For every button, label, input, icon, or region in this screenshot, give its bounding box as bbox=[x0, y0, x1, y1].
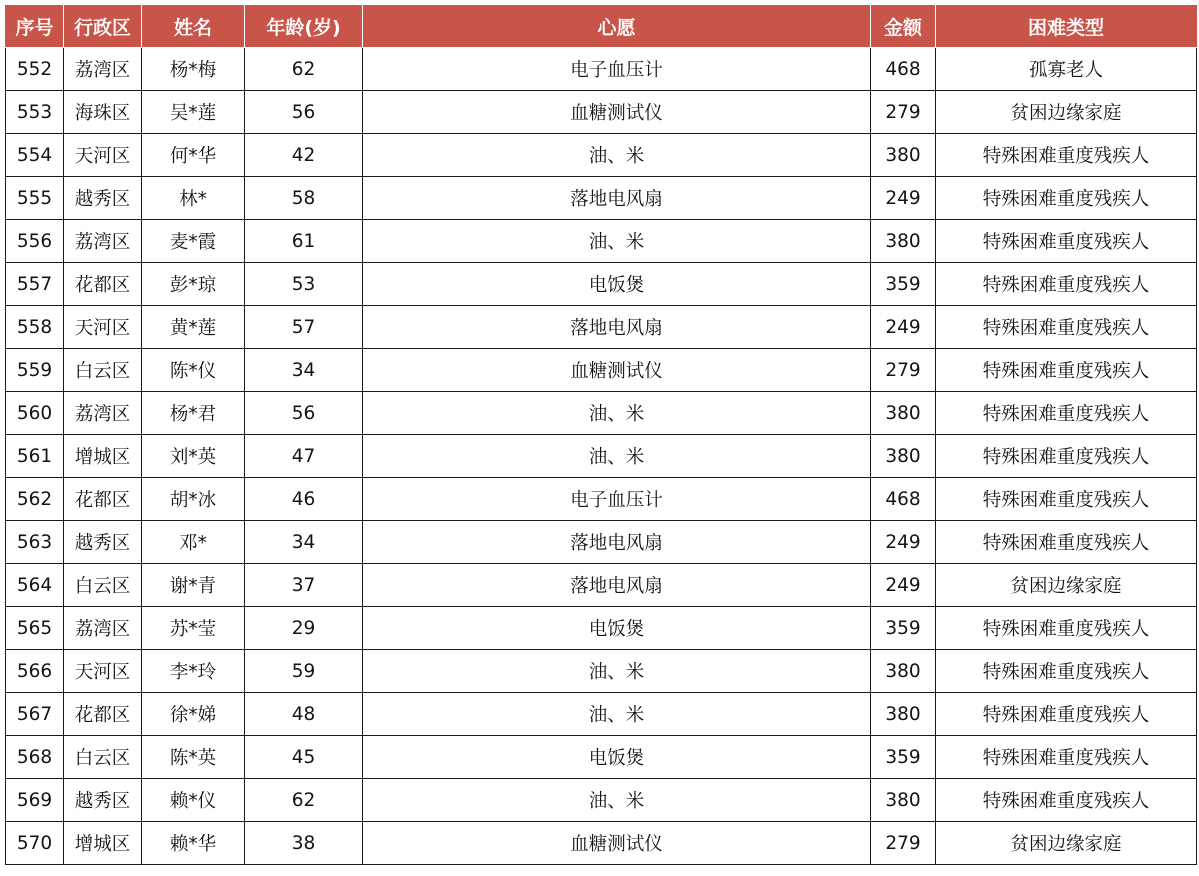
cell-age: 29 bbox=[245, 607, 363, 650]
cell-seq: 556 bbox=[6, 220, 64, 263]
cell-hardship-type: 特殊困难重度残疾人 bbox=[936, 435, 1197, 478]
cell-age: 34 bbox=[245, 349, 363, 392]
cell-hardship-type: 特殊困难重度残疾人 bbox=[936, 736, 1197, 779]
cell-age: 42 bbox=[245, 134, 363, 177]
cell-wish: 油、米 bbox=[363, 220, 871, 263]
cell-hardship-type: 贫困边缘家庭 bbox=[936, 822, 1197, 865]
cell-hardship-type: 特殊困难重度残疾人 bbox=[936, 779, 1197, 822]
cell-name: 徐*娣 bbox=[142, 693, 245, 736]
cell-district: 荔湾区 bbox=[64, 220, 142, 263]
cell-hardship-type: 特殊困难重度残疾人 bbox=[936, 263, 1197, 306]
cell-seq: 569 bbox=[6, 779, 64, 822]
cell-wish: 油、米 bbox=[363, 693, 871, 736]
cell-name: 赖*华 bbox=[142, 822, 245, 865]
cell-name: 赖*仪 bbox=[142, 779, 245, 822]
cell-seq: 566 bbox=[6, 650, 64, 693]
header-age: 年龄(岁) bbox=[245, 6, 363, 48]
cell-age: 53 bbox=[245, 263, 363, 306]
cell-amount: 249 bbox=[871, 521, 936, 564]
cell-wish: 电子血压计 bbox=[363, 478, 871, 521]
table-body bbox=[6, 48, 1197, 865]
cell-wish: 电饭煲 bbox=[363, 263, 871, 306]
cell-name: 麦*霞 bbox=[142, 220, 245, 263]
cell-amount: 380 bbox=[871, 779, 936, 822]
cell-seq: 567 bbox=[6, 693, 64, 736]
cell-amount: 380 bbox=[871, 693, 936, 736]
table-row bbox=[6, 91, 1197, 134]
cell-hardship-type: 特殊困难重度残疾人 bbox=[936, 177, 1197, 220]
cell-district: 花都区 bbox=[64, 693, 142, 736]
cell-age: 56 bbox=[245, 392, 363, 435]
cell-wish: 油、米 bbox=[363, 650, 871, 693]
cell-hardship-type: 特殊困难重度残疾人 bbox=[936, 650, 1197, 693]
cell-name: 刘*英 bbox=[142, 435, 245, 478]
cell-district: 天河区 bbox=[64, 306, 142, 349]
cell-district: 海珠区 bbox=[64, 91, 142, 134]
cell-hardship-type: 特殊困难重度残疾人 bbox=[936, 693, 1197, 736]
table-header bbox=[6, 6, 1197, 48]
cell-seq: 557 bbox=[6, 263, 64, 306]
cell-name: 陈*仪 bbox=[142, 349, 245, 392]
table-row bbox=[6, 435, 1197, 478]
table-row bbox=[6, 779, 1197, 822]
cell-wish: 油、米 bbox=[363, 392, 871, 435]
cell-amount: 359 bbox=[871, 263, 936, 306]
cell-seq: 565 bbox=[6, 607, 64, 650]
cell-district: 花都区 bbox=[64, 478, 142, 521]
cell-amount: 279 bbox=[871, 822, 936, 865]
cell-district: 天河区 bbox=[64, 134, 142, 177]
cell-name: 杨*君 bbox=[142, 392, 245, 435]
header-amount: 金额 bbox=[871, 6, 936, 48]
table-row bbox=[6, 48, 1197, 91]
cell-amount: 468 bbox=[871, 478, 936, 521]
table-row bbox=[6, 521, 1197, 564]
cell-name: 李*玲 bbox=[142, 650, 245, 693]
cell-district: 花都区 bbox=[64, 263, 142, 306]
cell-seq: 570 bbox=[6, 822, 64, 865]
table-row bbox=[6, 134, 1197, 177]
cell-hardship-type: 特殊困难重度残疾人 bbox=[936, 349, 1197, 392]
cell-seq: 553 bbox=[6, 91, 64, 134]
cell-amount: 249 bbox=[871, 177, 936, 220]
cell-hardship-type: 贫困边缘家庭 bbox=[936, 91, 1197, 134]
cell-wish: 油、米 bbox=[363, 134, 871, 177]
cell-name: 谢*青 bbox=[142, 564, 245, 607]
cell-seq: 554 bbox=[6, 134, 64, 177]
table-row bbox=[6, 478, 1197, 521]
cell-age: 45 bbox=[245, 736, 363, 779]
cell-amount: 468 bbox=[871, 48, 936, 91]
cell-hardship-type: 特殊困难重度残疾人 bbox=[936, 306, 1197, 349]
header-district: 行政区 bbox=[64, 6, 142, 48]
cell-wish: 落地电风扇 bbox=[363, 521, 871, 564]
cell-wish: 电饭煲 bbox=[363, 736, 871, 779]
cell-amount: 359 bbox=[871, 736, 936, 779]
cell-wish: 落地电风扇 bbox=[363, 177, 871, 220]
cell-amount: 279 bbox=[871, 349, 936, 392]
cell-district: 越秀区 bbox=[64, 521, 142, 564]
cell-age: 57 bbox=[245, 306, 363, 349]
cell-name: 胡*冰 bbox=[142, 478, 245, 521]
cell-age: 37 bbox=[245, 564, 363, 607]
cell-amount: 380 bbox=[871, 134, 936, 177]
cell-wish: 血糖测试仪 bbox=[363, 91, 871, 134]
cell-age: 62 bbox=[245, 779, 363, 822]
header-hardship-type: 困难类型 bbox=[936, 6, 1197, 48]
cell-name: 邓* bbox=[142, 521, 245, 564]
table-row bbox=[6, 607, 1197, 650]
cell-amount: 279 bbox=[871, 91, 936, 134]
header-row bbox=[6, 6, 1197, 48]
cell-name: 林* bbox=[142, 177, 245, 220]
table-row bbox=[6, 650, 1197, 693]
cell-hardship-type: 特殊困难重度残疾人 bbox=[936, 478, 1197, 521]
cell-wish: 落地电风扇 bbox=[363, 564, 871, 607]
cell-district: 白云区 bbox=[64, 736, 142, 779]
table-row bbox=[6, 693, 1197, 736]
cell-age: 47 bbox=[245, 435, 363, 478]
cell-seq: 562 bbox=[6, 478, 64, 521]
table-row bbox=[6, 306, 1197, 349]
cell-wish: 油、米 bbox=[363, 435, 871, 478]
cell-seq: 555 bbox=[6, 177, 64, 220]
cell-district: 增城区 bbox=[64, 435, 142, 478]
cell-age: 61 bbox=[245, 220, 363, 263]
cell-hardship-type: 特殊困难重度残疾人 bbox=[936, 392, 1197, 435]
table-row bbox=[6, 177, 1197, 220]
cell-name: 苏*莹 bbox=[142, 607, 245, 650]
cell-age: 56 bbox=[245, 91, 363, 134]
cell-seq: 564 bbox=[6, 564, 64, 607]
cell-age: 38 bbox=[245, 822, 363, 865]
cell-hardship-type: 特殊困难重度残疾人 bbox=[936, 607, 1197, 650]
cell-seq: 568 bbox=[6, 736, 64, 779]
cell-amount: 380 bbox=[871, 392, 936, 435]
table-row bbox=[6, 263, 1197, 306]
cell-district: 越秀区 bbox=[64, 779, 142, 822]
cell-name: 黄*莲 bbox=[142, 306, 245, 349]
cell-age: 46 bbox=[245, 478, 363, 521]
cell-wish: 电饭煲 bbox=[363, 607, 871, 650]
cell-hardship-type: 孤寡老人 bbox=[936, 48, 1197, 91]
cell-wish: 电子血压计 bbox=[363, 48, 871, 91]
cell-name: 彭*琼 bbox=[142, 263, 245, 306]
cell-amount: 380 bbox=[871, 435, 936, 478]
cell-name: 陈*英 bbox=[142, 736, 245, 779]
cell-amount: 380 bbox=[871, 650, 936, 693]
cell-seq: 552 bbox=[6, 48, 64, 91]
cell-age: 58 bbox=[245, 177, 363, 220]
header-name: 姓名 bbox=[142, 6, 245, 48]
cell-age: 34 bbox=[245, 521, 363, 564]
header-wish: 心愿 bbox=[363, 6, 871, 48]
cell-district: 白云区 bbox=[64, 349, 142, 392]
cell-district: 增城区 bbox=[64, 822, 142, 865]
cell-hardship-type: 特殊困难重度残疾人 bbox=[936, 134, 1197, 177]
cell-district: 越秀区 bbox=[64, 177, 142, 220]
cell-amount: 249 bbox=[871, 306, 936, 349]
cell-seq: 561 bbox=[6, 435, 64, 478]
cell-wish: 油、米 bbox=[363, 779, 871, 822]
cell-hardship-type: 贫困边缘家庭 bbox=[936, 564, 1197, 607]
cell-name: 何*华 bbox=[142, 134, 245, 177]
cell-district: 白云区 bbox=[64, 564, 142, 607]
cell-age: 62 bbox=[245, 48, 363, 91]
cell-wish: 血糖测试仪 bbox=[363, 349, 871, 392]
cell-seq: 559 bbox=[6, 349, 64, 392]
table-row bbox=[6, 349, 1197, 392]
table-row bbox=[6, 564, 1197, 607]
cell-name: 吴*莲 bbox=[142, 91, 245, 134]
cell-name: 杨*梅 bbox=[142, 48, 245, 91]
cell-amount: 359 bbox=[871, 607, 936, 650]
table-row bbox=[6, 736, 1197, 779]
cell-age: 59 bbox=[245, 650, 363, 693]
cell-district: 荔湾区 bbox=[64, 392, 142, 435]
cell-hardship-type: 特殊困难重度残疾人 bbox=[936, 220, 1197, 263]
table-row bbox=[6, 392, 1197, 435]
cell-age: 48 bbox=[245, 693, 363, 736]
cell-wish: 落地电风扇 bbox=[363, 306, 871, 349]
cell-district: 天河区 bbox=[64, 650, 142, 693]
header-seq: 序号 bbox=[6, 6, 64, 48]
cell-seq: 563 bbox=[6, 521, 64, 564]
cell-seq: 560 bbox=[6, 392, 64, 435]
cell-district: 荔湾区 bbox=[64, 607, 142, 650]
cell-amount: 249 bbox=[871, 564, 936, 607]
cell-wish: 血糖测试仪 bbox=[363, 822, 871, 865]
table-row bbox=[6, 822, 1197, 865]
cell-seq: 558 bbox=[6, 306, 64, 349]
cell-district: 荔湾区 bbox=[64, 48, 142, 91]
cell-hardship-type: 特殊困难重度残疾人 bbox=[936, 521, 1197, 564]
table-row bbox=[6, 220, 1197, 263]
cell-amount: 380 bbox=[871, 220, 936, 263]
wish-list-table bbox=[5, 5, 1197, 865]
